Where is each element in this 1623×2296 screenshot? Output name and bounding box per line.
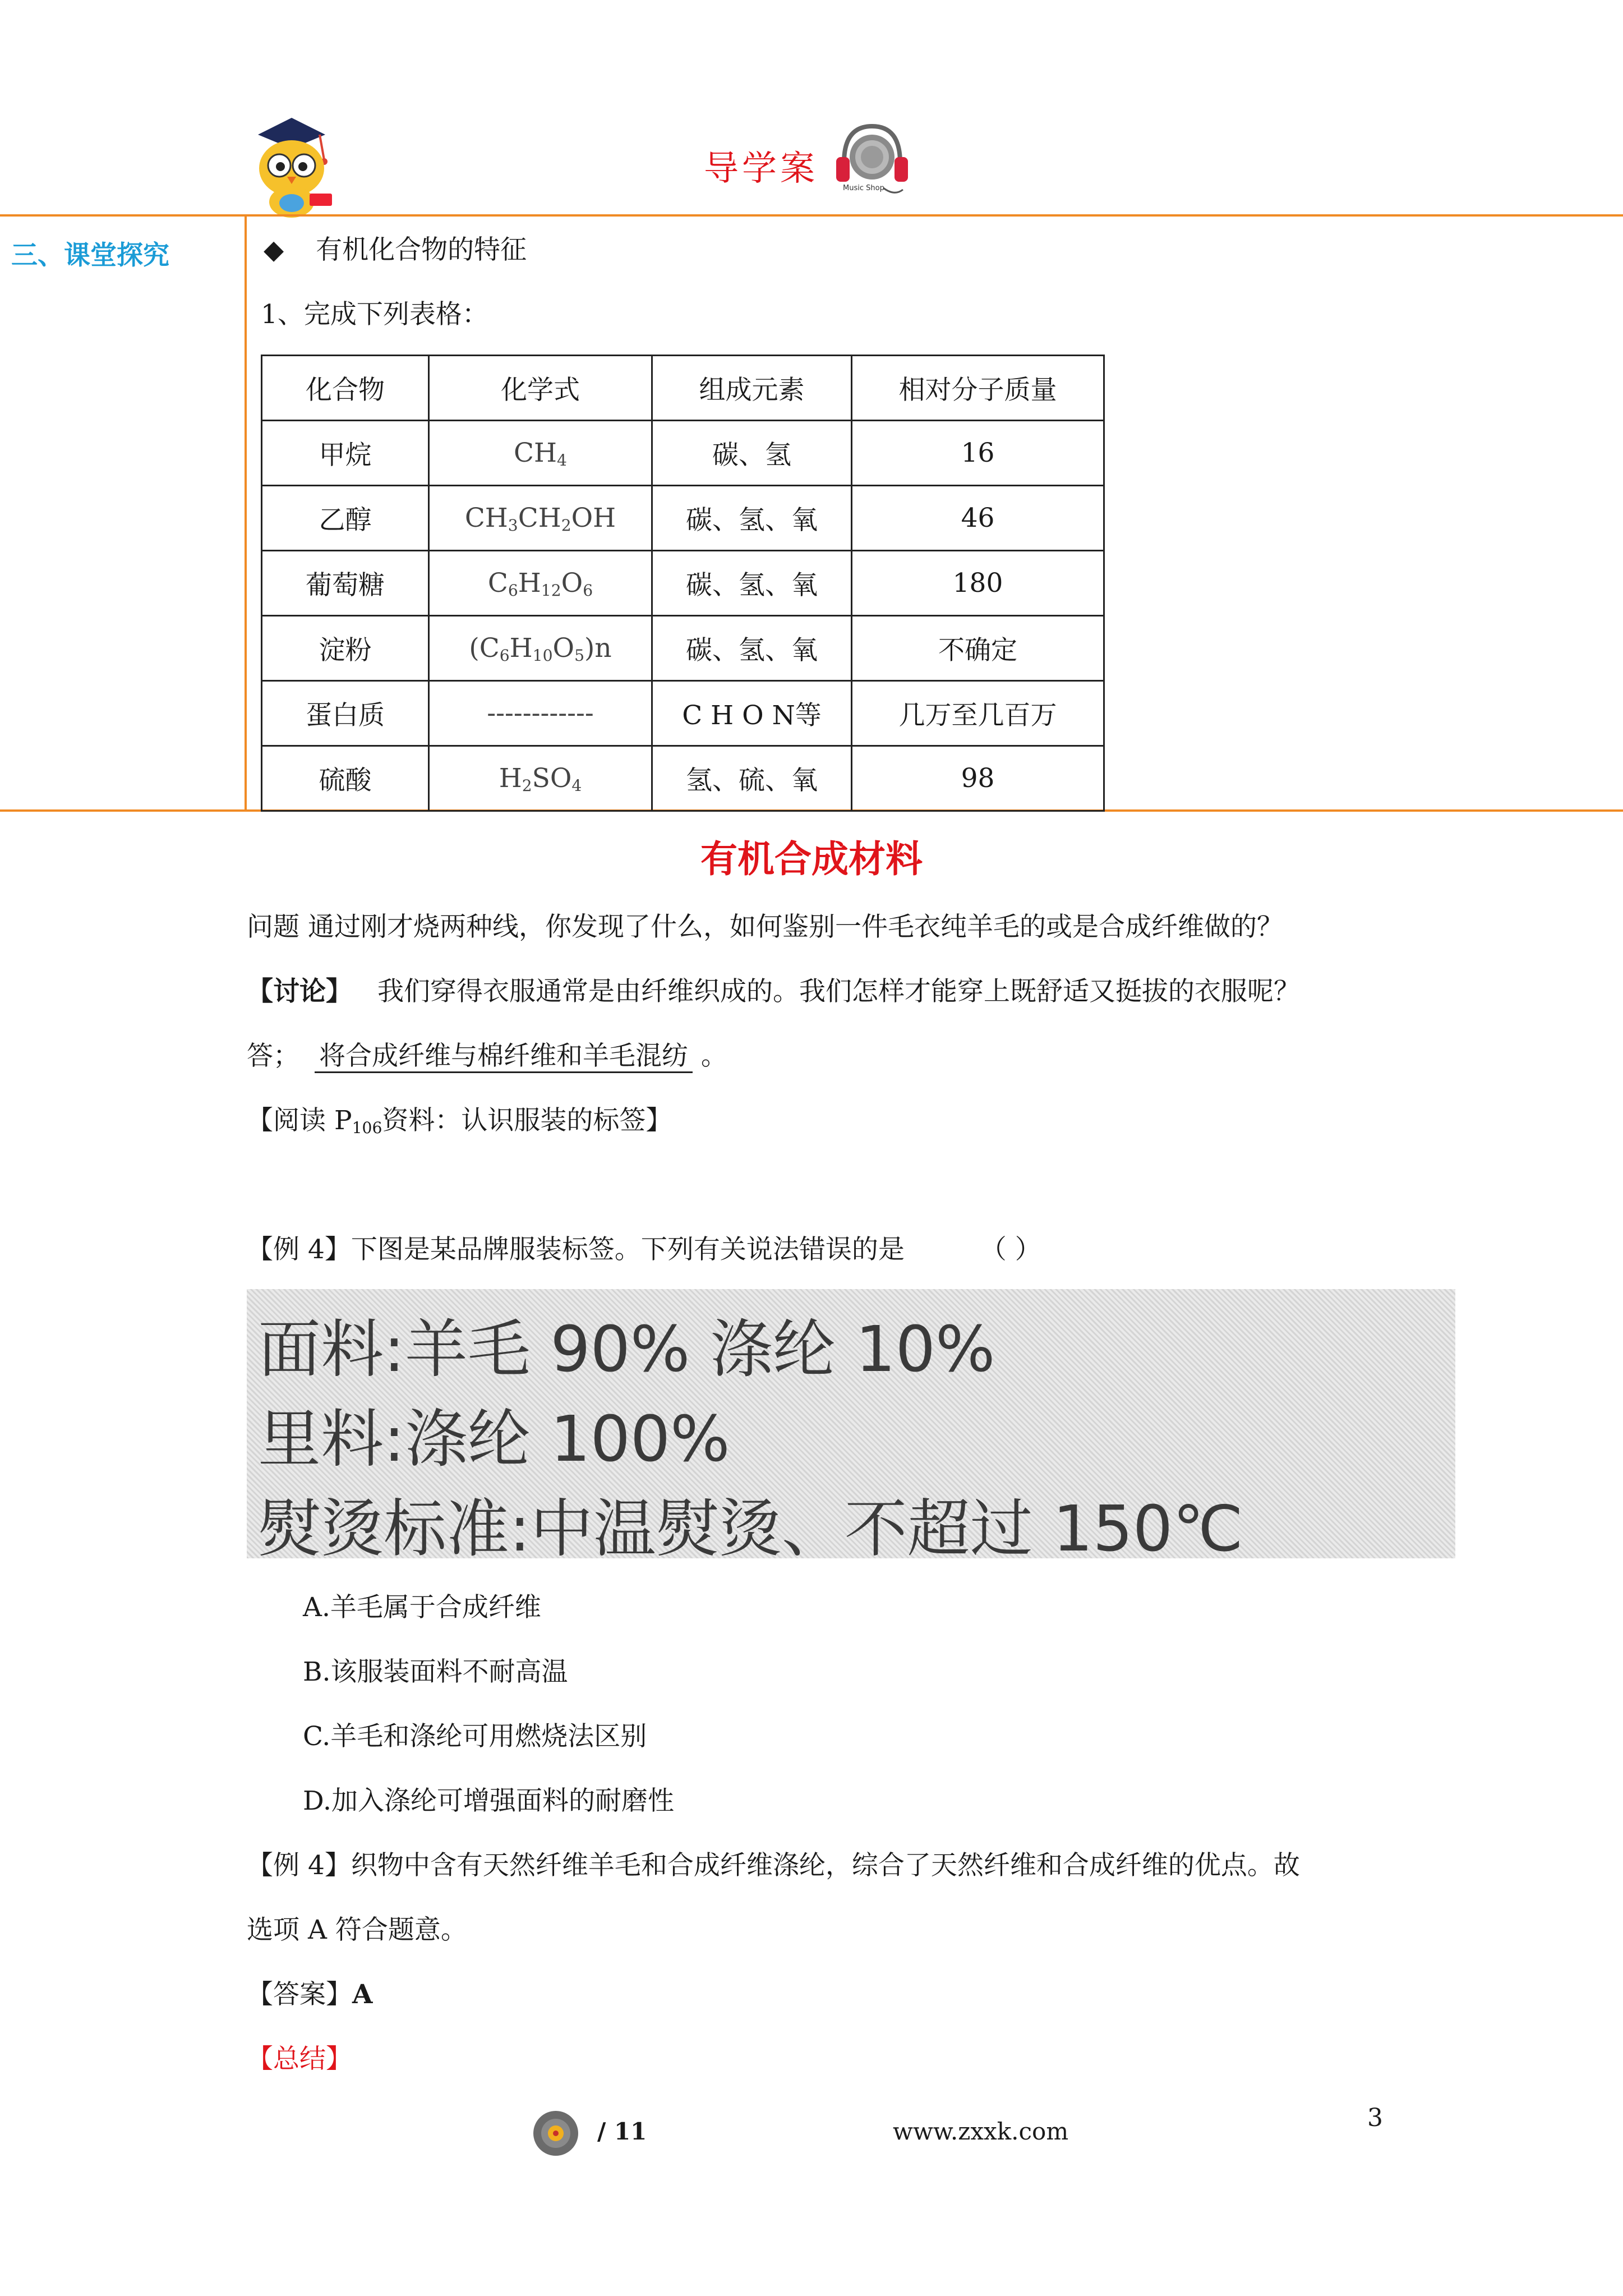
summary-tag: 【总结】 bbox=[247, 2044, 352, 2074]
label-line: 熨烫标准:中温熨烫、不超过 150℃ bbox=[258, 1493, 1243, 1558]
table-row bbox=[262, 421, 1104, 486]
table-row bbox=[262, 486, 1104, 551]
table-header-cell: 化学式 bbox=[429, 356, 652, 421]
read-post: 资料：认识服装的标签】 bbox=[382, 1105, 672, 1136]
read-sub: 106 bbox=[352, 1119, 382, 1138]
header-divider bbox=[0, 214, 1623, 217]
compound-elements: 碳、氢、氧 bbox=[652, 486, 852, 551]
table-header-cell: 化合物 bbox=[262, 356, 429, 421]
compound-name: 乙醇 bbox=[262, 486, 429, 551]
clothing-label-image bbox=[247, 1289, 1455, 1558]
footer-total-pages: / 11 bbox=[597, 2118, 647, 2145]
body-title: 有机合成材料 bbox=[700, 838, 923, 881]
example-question-text: 【例 4】下图是某品牌服装标签。下列有关说法错误的是 bbox=[247, 1234, 905, 1265]
table-header-cell: 相对分子质量 bbox=[852, 356, 1104, 421]
answer-prefix: 答； bbox=[247, 1041, 299, 1071]
option-c: C.羊毛和涤纶可用燃烧法区别 bbox=[303, 1721, 647, 1752]
compound-formula: $C_6H_{12}O_6$ bbox=[429, 551, 652, 616]
answer-value: A bbox=[352, 1979, 373, 2010]
compound-mass: 不确定 bbox=[852, 616, 1104, 681]
compound-formula: ------------ bbox=[429, 681, 652, 746]
compound-table bbox=[261, 355, 1105, 812]
compound-formula: $CH_4$ bbox=[429, 421, 652, 486]
question-text: 问题 通过刚才烧两种线，你发现了什么，如何鉴别一件毛衣纯羊毛的或是合成纤维做的？ bbox=[247, 912, 1283, 942]
music-shop-logo bbox=[833, 118, 911, 202]
compound-name: 甲烷 bbox=[262, 421, 429, 486]
table-header-cell: 组成元素 bbox=[652, 356, 852, 421]
compound-mass: 98 bbox=[852, 746, 1104, 811]
read-pre: 【阅读 P bbox=[247, 1105, 352, 1136]
option-b: B.该服装面料不耐高温 bbox=[303, 1657, 568, 1687]
table-row bbox=[262, 746, 1104, 811]
section-instruction: 1、完成下列表格： bbox=[261, 299, 488, 330]
answer-line bbox=[247, 1041, 727, 1072]
table-row bbox=[262, 681, 1104, 746]
discuss-line bbox=[247, 976, 1300, 1007]
explanation-line-1: 【例 4】织物中含有天然纤维羊毛和合成纤维涤纶，综合了天然纤维和合成纤维的优点。故 bbox=[247, 1850, 1300, 1881]
section-heading-line bbox=[264, 234, 527, 266]
discuss-text: 我们穿得衣服通常是由纤维织成的。我们怎样才能穿上既舒适又挺拔的衣服呢？ bbox=[377, 976, 1300, 1007]
explanation-line-2: 选项 A 符合题意。 bbox=[247, 1915, 467, 1945]
compound-name: 淀粉 bbox=[262, 616, 429, 681]
table-header-row bbox=[262, 356, 1104, 421]
option-a: A.羊毛属于合成纤维 bbox=[303, 1592, 541, 1623]
compound-elements: C H O N等 bbox=[652, 681, 852, 746]
example-question bbox=[247, 1234, 1041, 1266]
label-line: 里料:涤纶 100% bbox=[258, 1403, 730, 1476]
compound-formula: $(C_6H_{10}O_5)n$ bbox=[429, 616, 652, 681]
footer-disc-icon bbox=[532, 2109, 580, 2157]
music-shop-text: Music Shop bbox=[843, 184, 884, 192]
answer-result bbox=[247, 1979, 372, 2010]
table-row bbox=[262, 551, 1104, 616]
compound-name: 葡萄糖 bbox=[262, 551, 429, 616]
example-paren: （ ） bbox=[980, 1234, 1041, 1265]
answer-fill: 将合成纤维与棉纤维和羊毛混纺 bbox=[315, 1041, 693, 1073]
answer-suffix: 。 bbox=[700, 1041, 727, 1071]
footer-page-number: 3 bbox=[1367, 2104, 1383, 2132]
compound-mass: 几万至几百万 bbox=[852, 681, 1104, 746]
compound-mass: 16 bbox=[852, 421, 1104, 486]
compound-elements: 碳、氢 bbox=[652, 421, 852, 486]
table-row bbox=[262, 616, 1104, 681]
compound-elements: 氢、硫、氧 bbox=[652, 746, 852, 811]
compound-formula: $H_2SO_4$ bbox=[429, 746, 652, 811]
compound-name: 硫酸 bbox=[262, 746, 429, 811]
read-line bbox=[247, 1105, 672, 1137]
footer-site: www.zxxk.com bbox=[893, 2118, 1069, 2145]
option-d: D.加入涤纶可增强面料的耐磨性 bbox=[303, 1786, 674, 1816]
answer-tag: 【答案】 bbox=[247, 1979, 352, 2010]
owl-mascot-logo bbox=[247, 118, 336, 219]
compound-name: 蛋白质 bbox=[262, 681, 429, 746]
header-title: 导学案 bbox=[704, 148, 819, 188]
bullet-icon: ◆ bbox=[264, 234, 284, 265]
compound-mass: 46 bbox=[852, 486, 1104, 551]
section-heading: 有机化合物的特征 bbox=[316, 234, 527, 265]
discuss-tag: 【讨论】 bbox=[247, 976, 352, 1007]
label-line: 面料:羊毛 90% 涤纶 10% bbox=[258, 1313, 995, 1386]
compound-mass: 180 bbox=[852, 551, 1104, 616]
section-label: 三、课堂探究 bbox=[11, 240, 169, 271]
compound-formula: $CH_3CH_2OH$ bbox=[429, 486, 652, 551]
compound-elements: 碳、氢、氧 bbox=[652, 616, 852, 681]
compound-elements: 碳、氢、氧 bbox=[652, 551, 852, 616]
section-divider bbox=[245, 214, 247, 812]
